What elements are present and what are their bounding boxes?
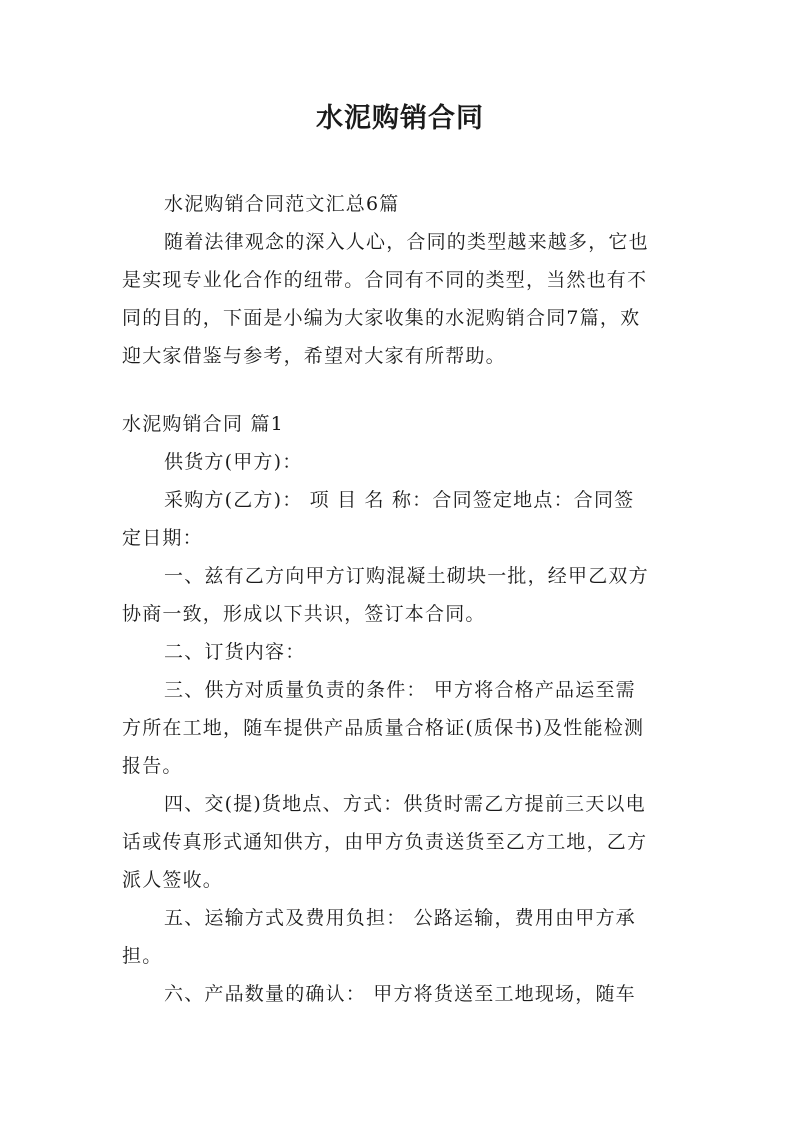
section-heading: 水泥购销合同 篇1: [122, 413, 284, 435]
document-title: 水泥购销合同: [316, 103, 484, 134]
contract-text-line: 定日期：: [122, 527, 203, 549]
contract-text-line: 方所在工地，随车提供产品质量合格证(质保书)及性能检测: [122, 717, 645, 739]
contract-text-line: 二、订货内容：: [164, 641, 306, 663]
contract-text-line: 派人签收。: [122, 869, 224, 891]
intro-paragraph-line: 随着法律观念的深入人心，合同的类型越来越多，它也: [164, 231, 649, 253]
contract-text-line: 协商一致，形成以下共识，签订本合同。: [122, 603, 486, 625]
document-body: [122, 185, 680, 1013]
contract-text-line: 六、产品数量的确认： 甲方将货送至工地现场，随车: [164, 983, 636, 1005]
contract-text-line: 报告。: [122, 755, 183, 777]
intro-paragraph-line: 是实现专业化合作的纽带。合同有不同的类型，当然也有不: [122, 269, 648, 291]
contract-text-line: 采购方(乙方)： 项 目 名 称：合同签定地点：合同签: [164, 489, 635, 511]
intro-subtitle: 水泥购销合同范文汇总6篇: [164, 193, 400, 215]
intro-paragraph-line: 迎大家借鉴与参考，希望对大家有所帮助。: [122, 345, 506, 367]
contract-text-line: 一、兹有乙方向甲方订购混凝土砌块一批，经甲乙双方: [164, 565, 649, 587]
contract-text-line: 话或传真形式通知供方，由甲方负责送货至乙方工地，乙方: [122, 831, 648, 853]
contract-text-line: 三、供方对质量负责的条件： 甲方将合格产品运至需: [164, 679, 636, 701]
contract-text-line: 四、交(提)货地点、方式：供货时需乙方提前三天以电: [164, 793, 646, 815]
contract-text-line: 五、运输方式及费用负担： 公路运输，费用由甲方承: [164, 907, 636, 929]
section-content: [122, 443, 680, 1013]
intro-paragraph-line: 同的目的，下面是小编为大家收集的水泥购销合同7篇，欢: [122, 307, 641, 329]
contract-text-line: 供货方(甲方)：: [164, 451, 303, 473]
contract-text-line: 担。: [122, 945, 163, 967]
section-gap: [122, 375, 680, 405]
